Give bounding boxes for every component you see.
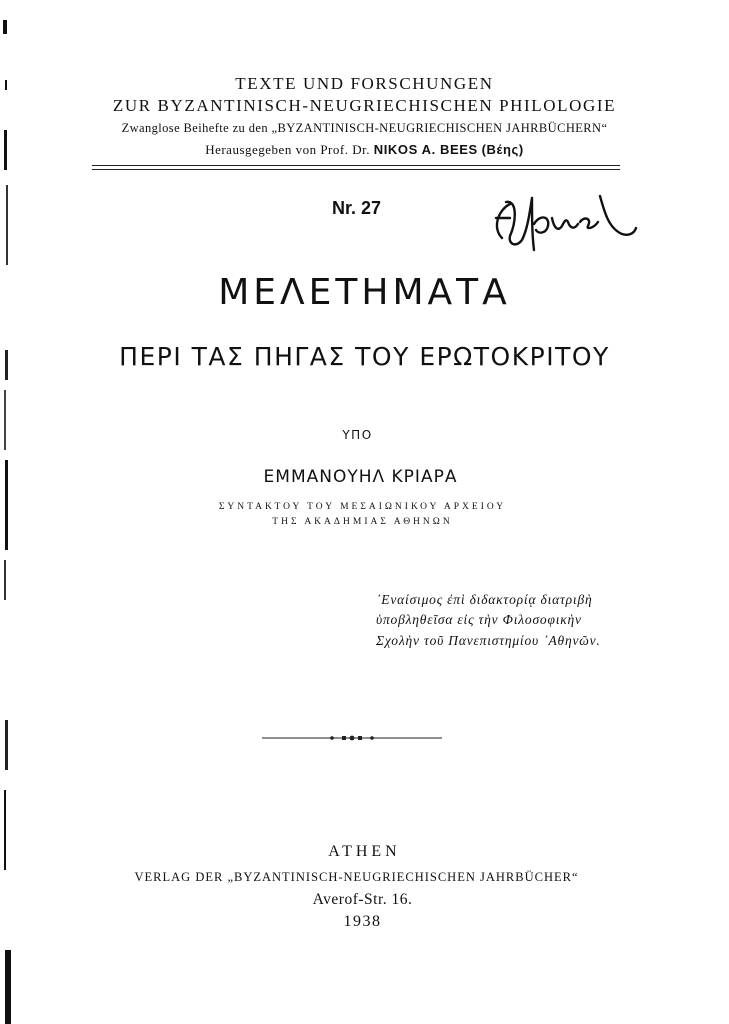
imprint-city: ATHEN: [328, 843, 401, 860]
editor-name: NIKOS A. BEES: [373, 142, 478, 157]
header-rule-bottom: [92, 169, 620, 170]
series-editor-line: [0, 142, 729, 158]
book-title: ΜΕΛΕΤΗΜΑΤΑ: [218, 272, 511, 313]
ornament-divider: [262, 734, 442, 742]
editor-name-greek: (Bέης): [481, 142, 524, 157]
imprint-publisher: VERLAG DER „BYZANTINISCH-NEUGRIECHISCHEN JAHRBÜCHER“: [134, 870, 579, 884]
imprint-address: Averof-Str. 16.: [312, 891, 413, 908]
imprint-year: 1938: [343, 913, 382, 930]
series-subtitle: ZUR BYZANTINISCH-NEUGRIECHISCHEN PHILOLOGIE: [112, 96, 617, 115]
handwritten-signature: [488, 188, 638, 258]
header-rule-top: [92, 165, 620, 166]
series-note: Zwanglose Beihefte zu den „BYZANTINISCH-NEUGRIECHISCHEN JAHRBÜCHERN“: [121, 121, 608, 135]
editor-prefix: Herausgegeben von Prof. Dr.: [205, 142, 370, 157]
series-title: TEXTE UND FORSCHUNGEN: [235, 74, 494, 93]
volume-number: Nr. 27: [331, 198, 382, 218]
thesis-note-1: ᾽Εναίσιμος ἐπὶ διδακτορίᾳ διατριβὴ: [376, 592, 593, 607]
author-name: ΕΜΜΑΝΟΥΗΛ ΚΡΙΑΡΑ: [263, 467, 458, 487]
by-label: ΥΠΟ: [342, 428, 373, 442]
thesis-note-3: Σχολὴν τοῦ Πανεπιστημίου ᾽Αθηνῶν.: [376, 633, 601, 648]
book-subtitle: ΠΕΡΙ ΤΑΣ ΠΗΓΑΣ ΤΟΥ ΕΡΩΤΟΚΡΙΤΟΥ: [119, 342, 610, 371]
author-role-1: ΣΥΝΤΑΚΤΟΥ ΤΟΥ ΜΕΣΑΙΩΝΙΚΟΥ ΑΡΧΕΙΟΥ: [218, 502, 507, 512]
author-role-2: ΤΗΣ ΑΚΑΔΗΜΙΑΣ ΑΘΗΝΩΝ: [272, 517, 453, 527]
thesis-note-2: ὑποβληθεῖσα εἰς τὴν Φιλοσοφικὴν: [376, 612, 582, 627]
